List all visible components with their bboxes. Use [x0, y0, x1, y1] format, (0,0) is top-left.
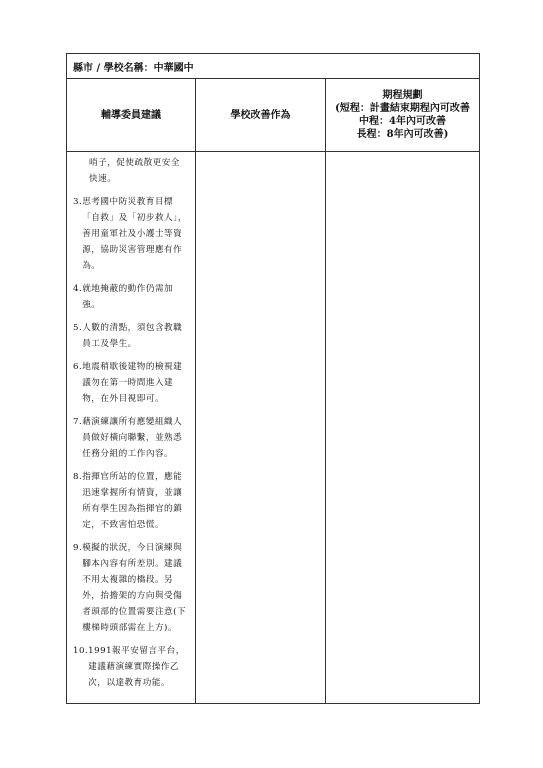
recommendations-list — [67, 152, 195, 691]
recommendations-cell — [67, 152, 196, 704]
schedule-short-term: (短程：計畫結束期程內可改善 — [335, 103, 470, 114]
schedule-long-term: 長程：8年內可改善) — [356, 129, 449, 140]
recommendation-text: 人數的清點，須包含教職員工及學生。 — [82, 323, 183, 349]
recommendation-number: 6. — [73, 362, 83, 372]
school-name-label: 縣市 / 學校名稱：中華國中 — [73, 62, 194, 74]
recommendation-text: 哨子，促使疏散更安全快速。 — [89, 158, 180, 184]
improvements-cell — [196, 152, 326, 704]
recommendation-number: 7. — [73, 417, 83, 427]
recommendation-item — [73, 194, 189, 274]
recommendation-text: 地震稍歇後建物的檢視建議勿在第一時間進入建物，在外目視即可。 — [82, 362, 183, 404]
schedule-title: 期程規劃 — [382, 90, 423, 101]
recommendation-text: 模擬的狀況，今日演練與腳本內容有所差別。建議不用太複雜的橋段。另外，抬擔架的方向與受傷者頭部的位置需要注意(下樓梯時頭部需在上方)。 — [82, 543, 187, 633]
header-recommendations-label: 輔導委員建議 — [101, 109, 161, 121]
header-schedule — [326, 79, 480, 152]
improvement-table — [66, 53, 480, 704]
header-improvements-label: 學校改善作為 — [230, 109, 291, 121]
recommendation-item — [73, 281, 189, 313]
schedule-mid-term: 中程：4年內可改善 — [359, 116, 446, 127]
recommendation-text: 就地掩蔽的動作仍需加強。 — [82, 284, 174, 310]
recommendation-item — [73, 359, 189, 407]
recommendation-item — [73, 469, 189, 533]
recommendation-number: 10. — [73, 646, 89, 656]
recommendation-text: 藉演練讓所有應變組織人員做好橫向聯繫，並熟悉任務分組的工作內容。 — [82, 417, 183, 459]
school-name-cell — [67, 54, 480, 79]
schedule-cell — [326, 152, 480, 704]
recommendation-number: 9. — [73, 543, 83, 553]
recommendation-item — [73, 414, 189, 462]
recommendation-text: 1991報平安留言平台，建議藉演練實際操作乙次，以達教育功能。 — [88, 646, 185, 688]
recommendation-item — [73, 643, 189, 691]
recommendation-item — [73, 540, 189, 636]
recommendation-text: 指揮官所站的位置，應能迅速掌握所有情資，並讓所有學生因為指揮官的鎮定，不致害怕恐慌。 — [82, 472, 183, 530]
recommendation-item — [73, 320, 189, 352]
recommendation-number: 4. — [73, 284, 83, 294]
header-recommendations — [67, 79, 196, 152]
header-improvements — [196, 79, 326, 152]
recommendation-item — [73, 155, 189, 187]
recommendation-number: 5. — [73, 323, 83, 333]
recommendation-number: 3. — [73, 197, 83, 207]
recommendation-text: 思考國中防災教育目標「自救」及「初步救人」，善用童軍社及小護士等資源，協助災害管理應有作為。 — [82, 197, 188, 271]
recommendation-number: 8. — [73, 472, 83, 482]
